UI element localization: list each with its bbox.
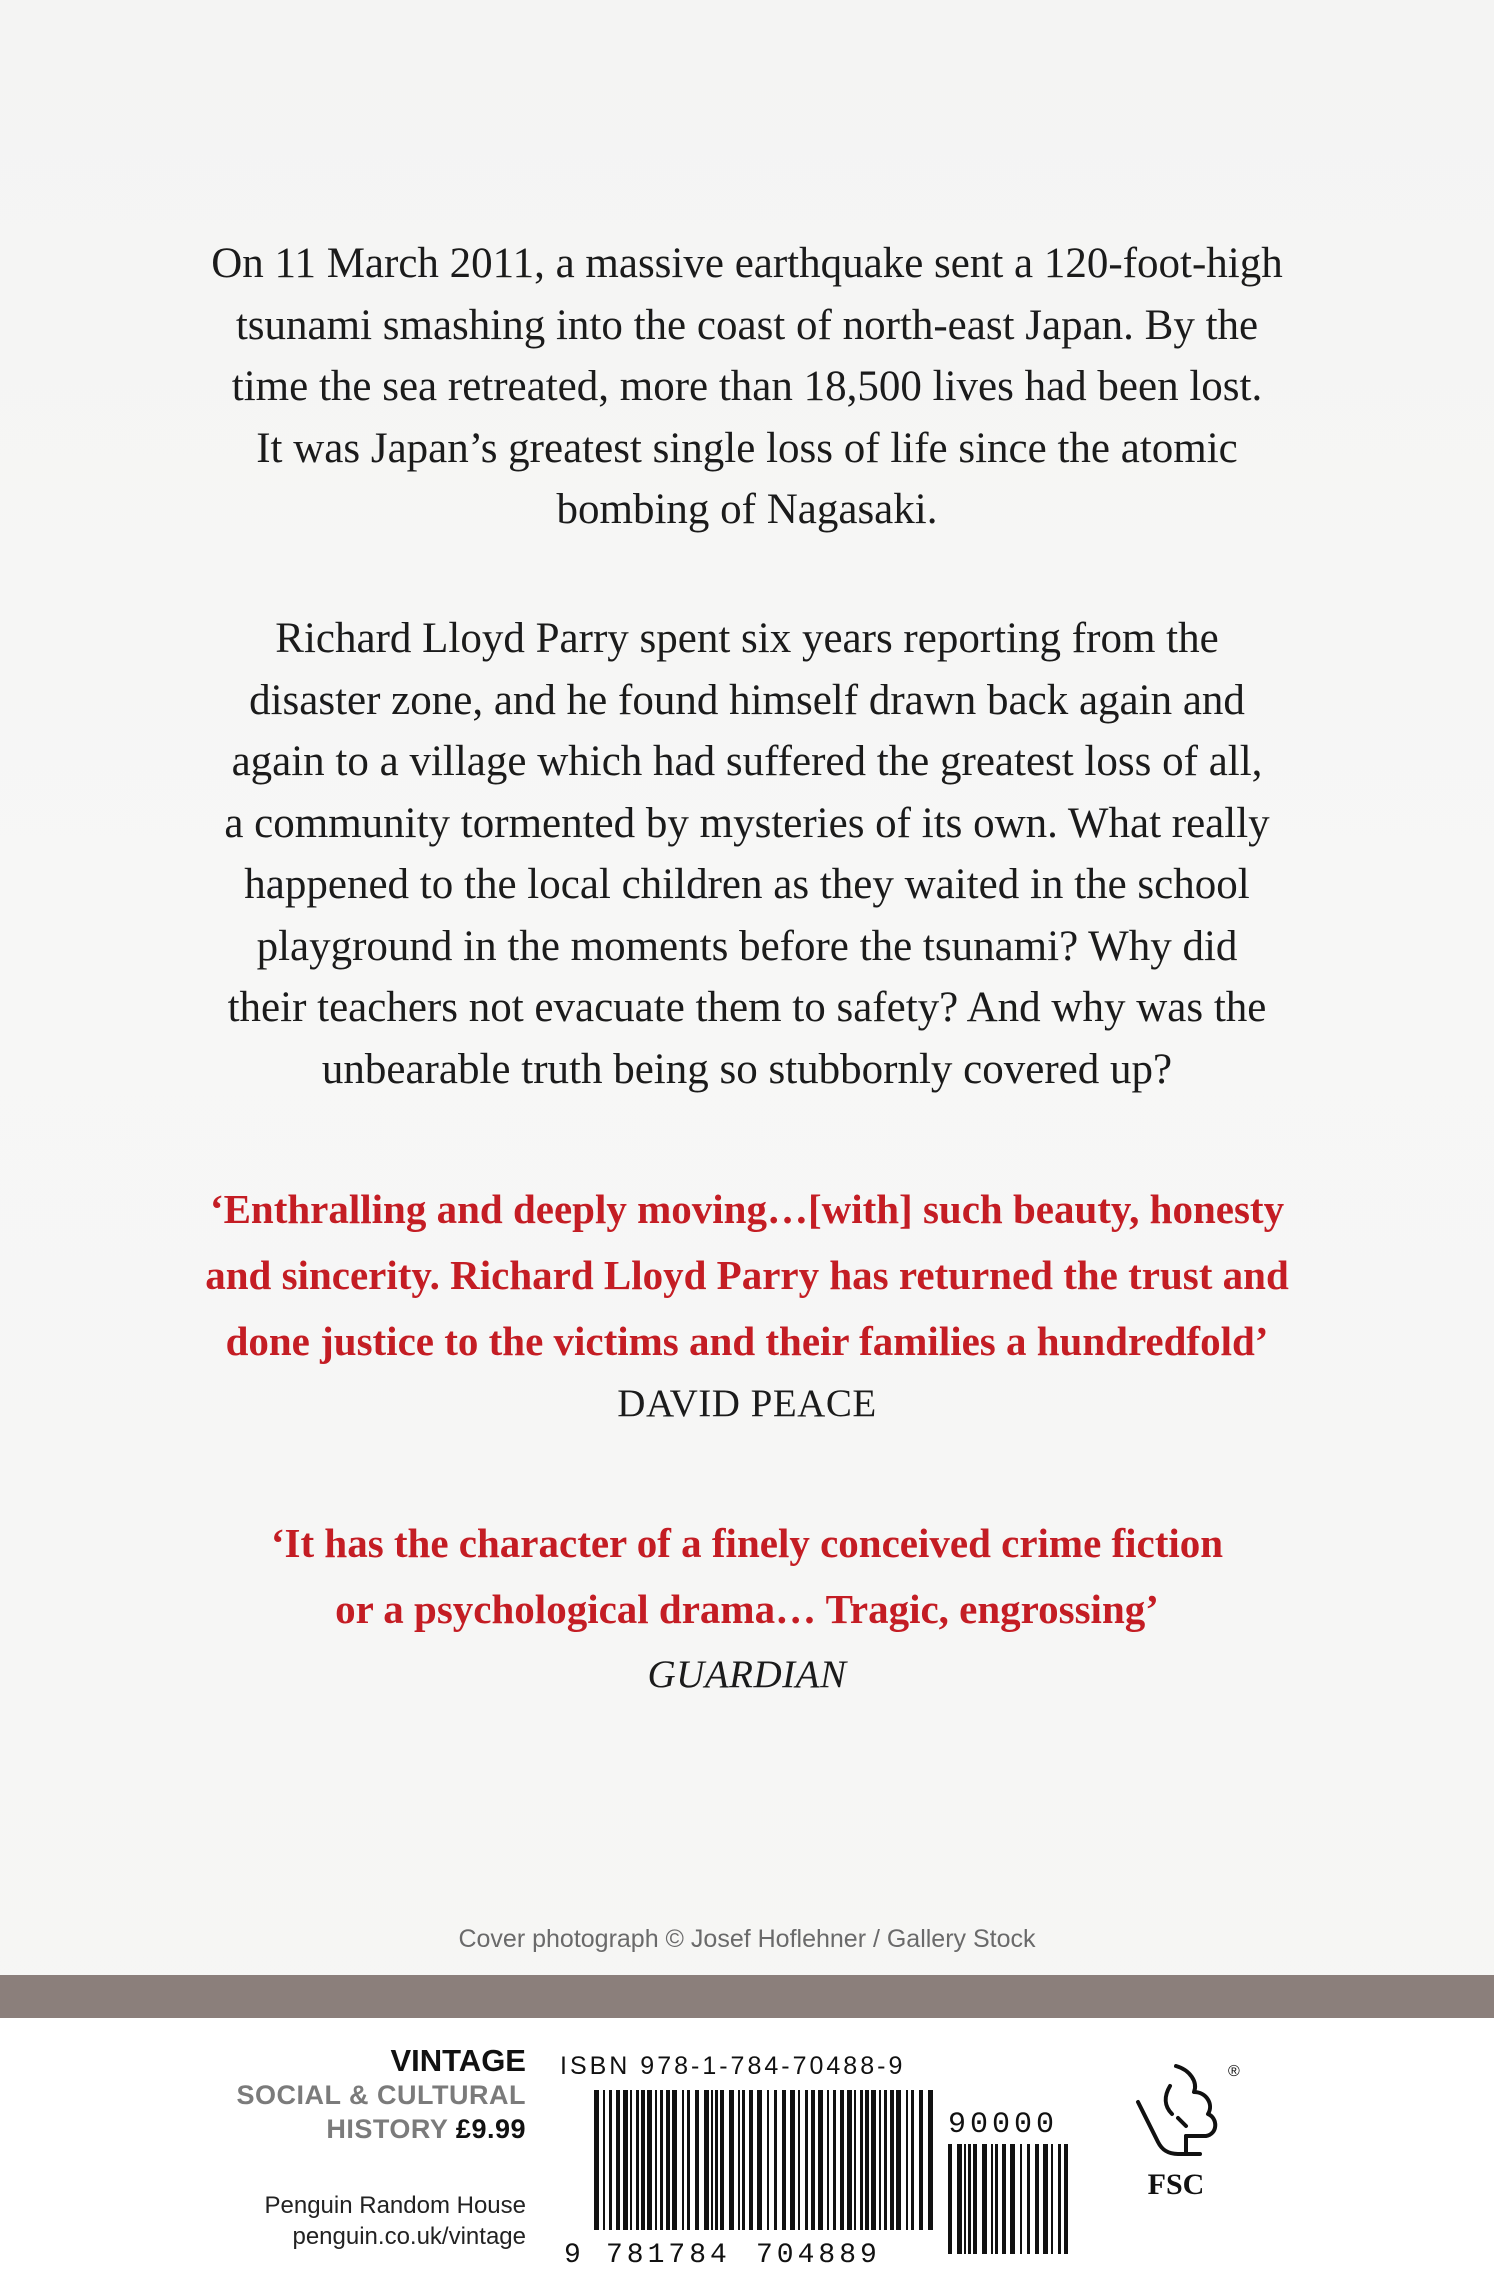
barcode-bar <box>715 2090 718 2230</box>
barcode-bar <box>1058 2144 1061 2254</box>
barcode-bar <box>982 2144 987 2254</box>
fsc-label: FSC <box>1147 2168 1205 2201</box>
barcode-addon-digits: 90000 <box>948 2108 1059 2142</box>
barcode-bar <box>774 2090 777 2230</box>
barcode-bar <box>948 2144 952 2254</box>
isbn-label: ISBN 978-1-784-70488-9 <box>560 2052 906 2080</box>
barcode-bar <box>609 2090 612 2230</box>
barcode-bar <box>854 2090 856 2230</box>
quote-line: ‘It has the character of a finely conceived crime fiction <box>270 1520 1224 1566</box>
barcode-bar <box>995 2144 998 2254</box>
quote-attribution-2: GUARDIAN <box>647 1653 847 1696</box>
blurb-line: a community tormented by mysteries of its own. What really <box>224 799 1270 847</box>
barcode-bar <box>827 2090 829 2230</box>
quote-line: and sincerity. Richard Lloyd Parry has returned the trust and <box>205 1252 1289 1298</box>
barcode-bar <box>840 2090 844 2230</box>
barcode-bar <box>798 2090 800 2230</box>
blurb-line: their teachers not evacuate them to safety? And why was the <box>227 984 1267 1031</box>
barcode-bar <box>630 2090 632 2230</box>
category-name: HISTORY <box>326 2114 448 2144</box>
category-line-1: SOCIAL & CULTURAL <box>236 2080 526 2110</box>
barcode-bar <box>928 2090 933 2230</box>
barcode-bar <box>1002 2144 1006 2254</box>
barcode-bar <box>1051 2144 1053 2254</box>
barcode-bar <box>1043 2144 1048 2254</box>
quote-attribution-1: DAVID PEACE <box>617 1382 877 1425</box>
imprint-name: VINTAGE <box>390 2043 526 2078</box>
cover-photo-credit: Cover photograph © Josef Hoflehner / Gallery Stock <box>458 1925 1036 1953</box>
barcode-bar <box>968 2144 971 2254</box>
barcode-digits-group-2: 704889 <box>756 2240 881 2271</box>
barcode-bar <box>655 2090 657 2230</box>
barcode-bar <box>911 2090 914 2230</box>
barcode-bar <box>884 2090 887 2230</box>
blurb-line: playground in the moments before the tsunami? Why did <box>256 922 1238 970</box>
blurb-line: unbearable truth being so stubbornly covered up? <box>321 1045 1173 1093</box>
publisher-url: penguin.co.uk/vintage <box>292 2223 526 2250</box>
barcode-bar <box>647 2090 652 2230</box>
barcode-bar <box>729 2090 734 2230</box>
barcode-bar <box>890 2090 894 2230</box>
review-quote-1 <box>0 1176 1494 1374</box>
barcode-bar <box>720 2090 724 2230</box>
barcode-bar <box>641 2090 645 2230</box>
publisher-block <box>237 2044 526 2146</box>
barcode-bar <box>749 2090 753 2230</box>
fsc-tree-icon <box>1138 2066 1215 2154</box>
barcode-bar <box>666 2090 670 2230</box>
barcode-bar <box>860 2090 863 2230</box>
barcode-bar <box>682 2090 684 2230</box>
barcode-bar <box>711 2090 713 2230</box>
barcode-bar <box>811 2090 815 2230</box>
divider-band <box>0 1975 1494 2018</box>
price: £9.99 <box>455 2114 526 2144</box>
blurb-line: happened to the local children as they waited in the school <box>244 861 1250 908</box>
blurb-line: On 11 March 2011, a massive earthquake sent a 120-foot-high <box>211 240 1283 287</box>
barcode-addon-bars <box>948 2144 1068 2254</box>
barcode-bar <box>623 2090 628 2230</box>
barcode-bar <box>594 2090 599 2230</box>
barcode-bar <box>1064 2144 1068 2254</box>
quote-line: ‘Enthralling and deeply moving…[with] such beauty, honesty <box>209 1186 1285 1232</box>
blurb-line: disaster zone, and he found himself drawn back again and <box>249 676 1245 724</box>
barcode-bar <box>757 2090 762 2230</box>
barcode-bar <box>919 2090 923 2230</box>
barcode-bar <box>896 2090 901 2230</box>
barcode-bar <box>964 2144 966 2254</box>
fsc-logo <box>1128 2056 1238 2206</box>
barcode-bar <box>805 2090 808 2230</box>
barcode-bar <box>973 2144 977 2254</box>
registered-mark: ® <box>1228 2063 1240 2080</box>
barcode-main-bars <box>594 2090 933 2230</box>
barcode-bar <box>865 2090 869 2230</box>
barcode-bar <box>742 2090 745 2230</box>
barcode-bar <box>603 2090 605 2230</box>
blurb-line: time the sea retreated, more than 18,500 lives had been lost. <box>231 363 1263 410</box>
blurb-paragraph-2 <box>0 608 1494 1100</box>
barcode-bar <box>1020 2144 1022 2254</box>
review-quote-2 <box>0 1510 1494 1642</box>
blurb-paragraph-1 <box>0 233 1494 541</box>
barcode-bar <box>906 2090 908 2230</box>
barcode-bar <box>767 2090 769 2230</box>
barcode-bar <box>782 2090 786 2230</box>
barcode-bar <box>704 2090 709 2230</box>
category-line-2 <box>237 2112 526 2146</box>
barcode-bar <box>871 2090 876 2230</box>
barcode-lead-digit: 9 <box>564 2240 581 2271</box>
barcode-bar <box>957 2144 962 2254</box>
barcode-bar <box>991 2144 993 2254</box>
barcode-bar <box>1035 2144 1039 2254</box>
publisher-house: Penguin Random House <box>264 2192 526 2219</box>
blurb-line: It was Japan’s greatest single loss of life since the atomic <box>256 424 1238 472</box>
barcode-digits-group-1: 781784 <box>606 2240 731 2271</box>
barcode-bar <box>687 2090 690 2230</box>
barcode-bar <box>616 2090 620 2230</box>
barcode-bar <box>818 2090 823 2230</box>
blurb-line: bombing of Nagasaki. <box>556 486 938 533</box>
barcode-bar <box>636 2090 639 2230</box>
barcode <box>560 2090 1100 2270</box>
blurb-line: Richard Lloyd Parry spent six years reporting from the <box>275 615 1219 662</box>
quote-line: done justice to the victims and their families a hundredfold’ <box>225 1318 1269 1364</box>
barcode-bar <box>790 2090 795 2230</box>
barcode-bar <box>660 2090 663 2230</box>
barcode-bar <box>833 2090 836 2230</box>
barcode-bar <box>1010 2144 1015 2254</box>
barcode-bar <box>738 2090 740 2230</box>
barcode-bar <box>1027 2144 1030 2254</box>
blurb-line: again to a village which had suffered the greatest loss of all, <box>231 738 1263 785</box>
barcode-bar <box>879 2090 881 2230</box>
publisher-house-block <box>264 2190 526 2252</box>
barcode-bar <box>695 2090 699 2230</box>
barcode-bar <box>847 2090 852 2230</box>
quote-line: or a psychological drama… Tragic, engrossing’ <box>335 1586 1159 1632</box>
blurb-line: tsunami smashing into the coast of north-east Japan. By the <box>235 301 1259 349</box>
barcode-bar <box>672 2090 677 2230</box>
